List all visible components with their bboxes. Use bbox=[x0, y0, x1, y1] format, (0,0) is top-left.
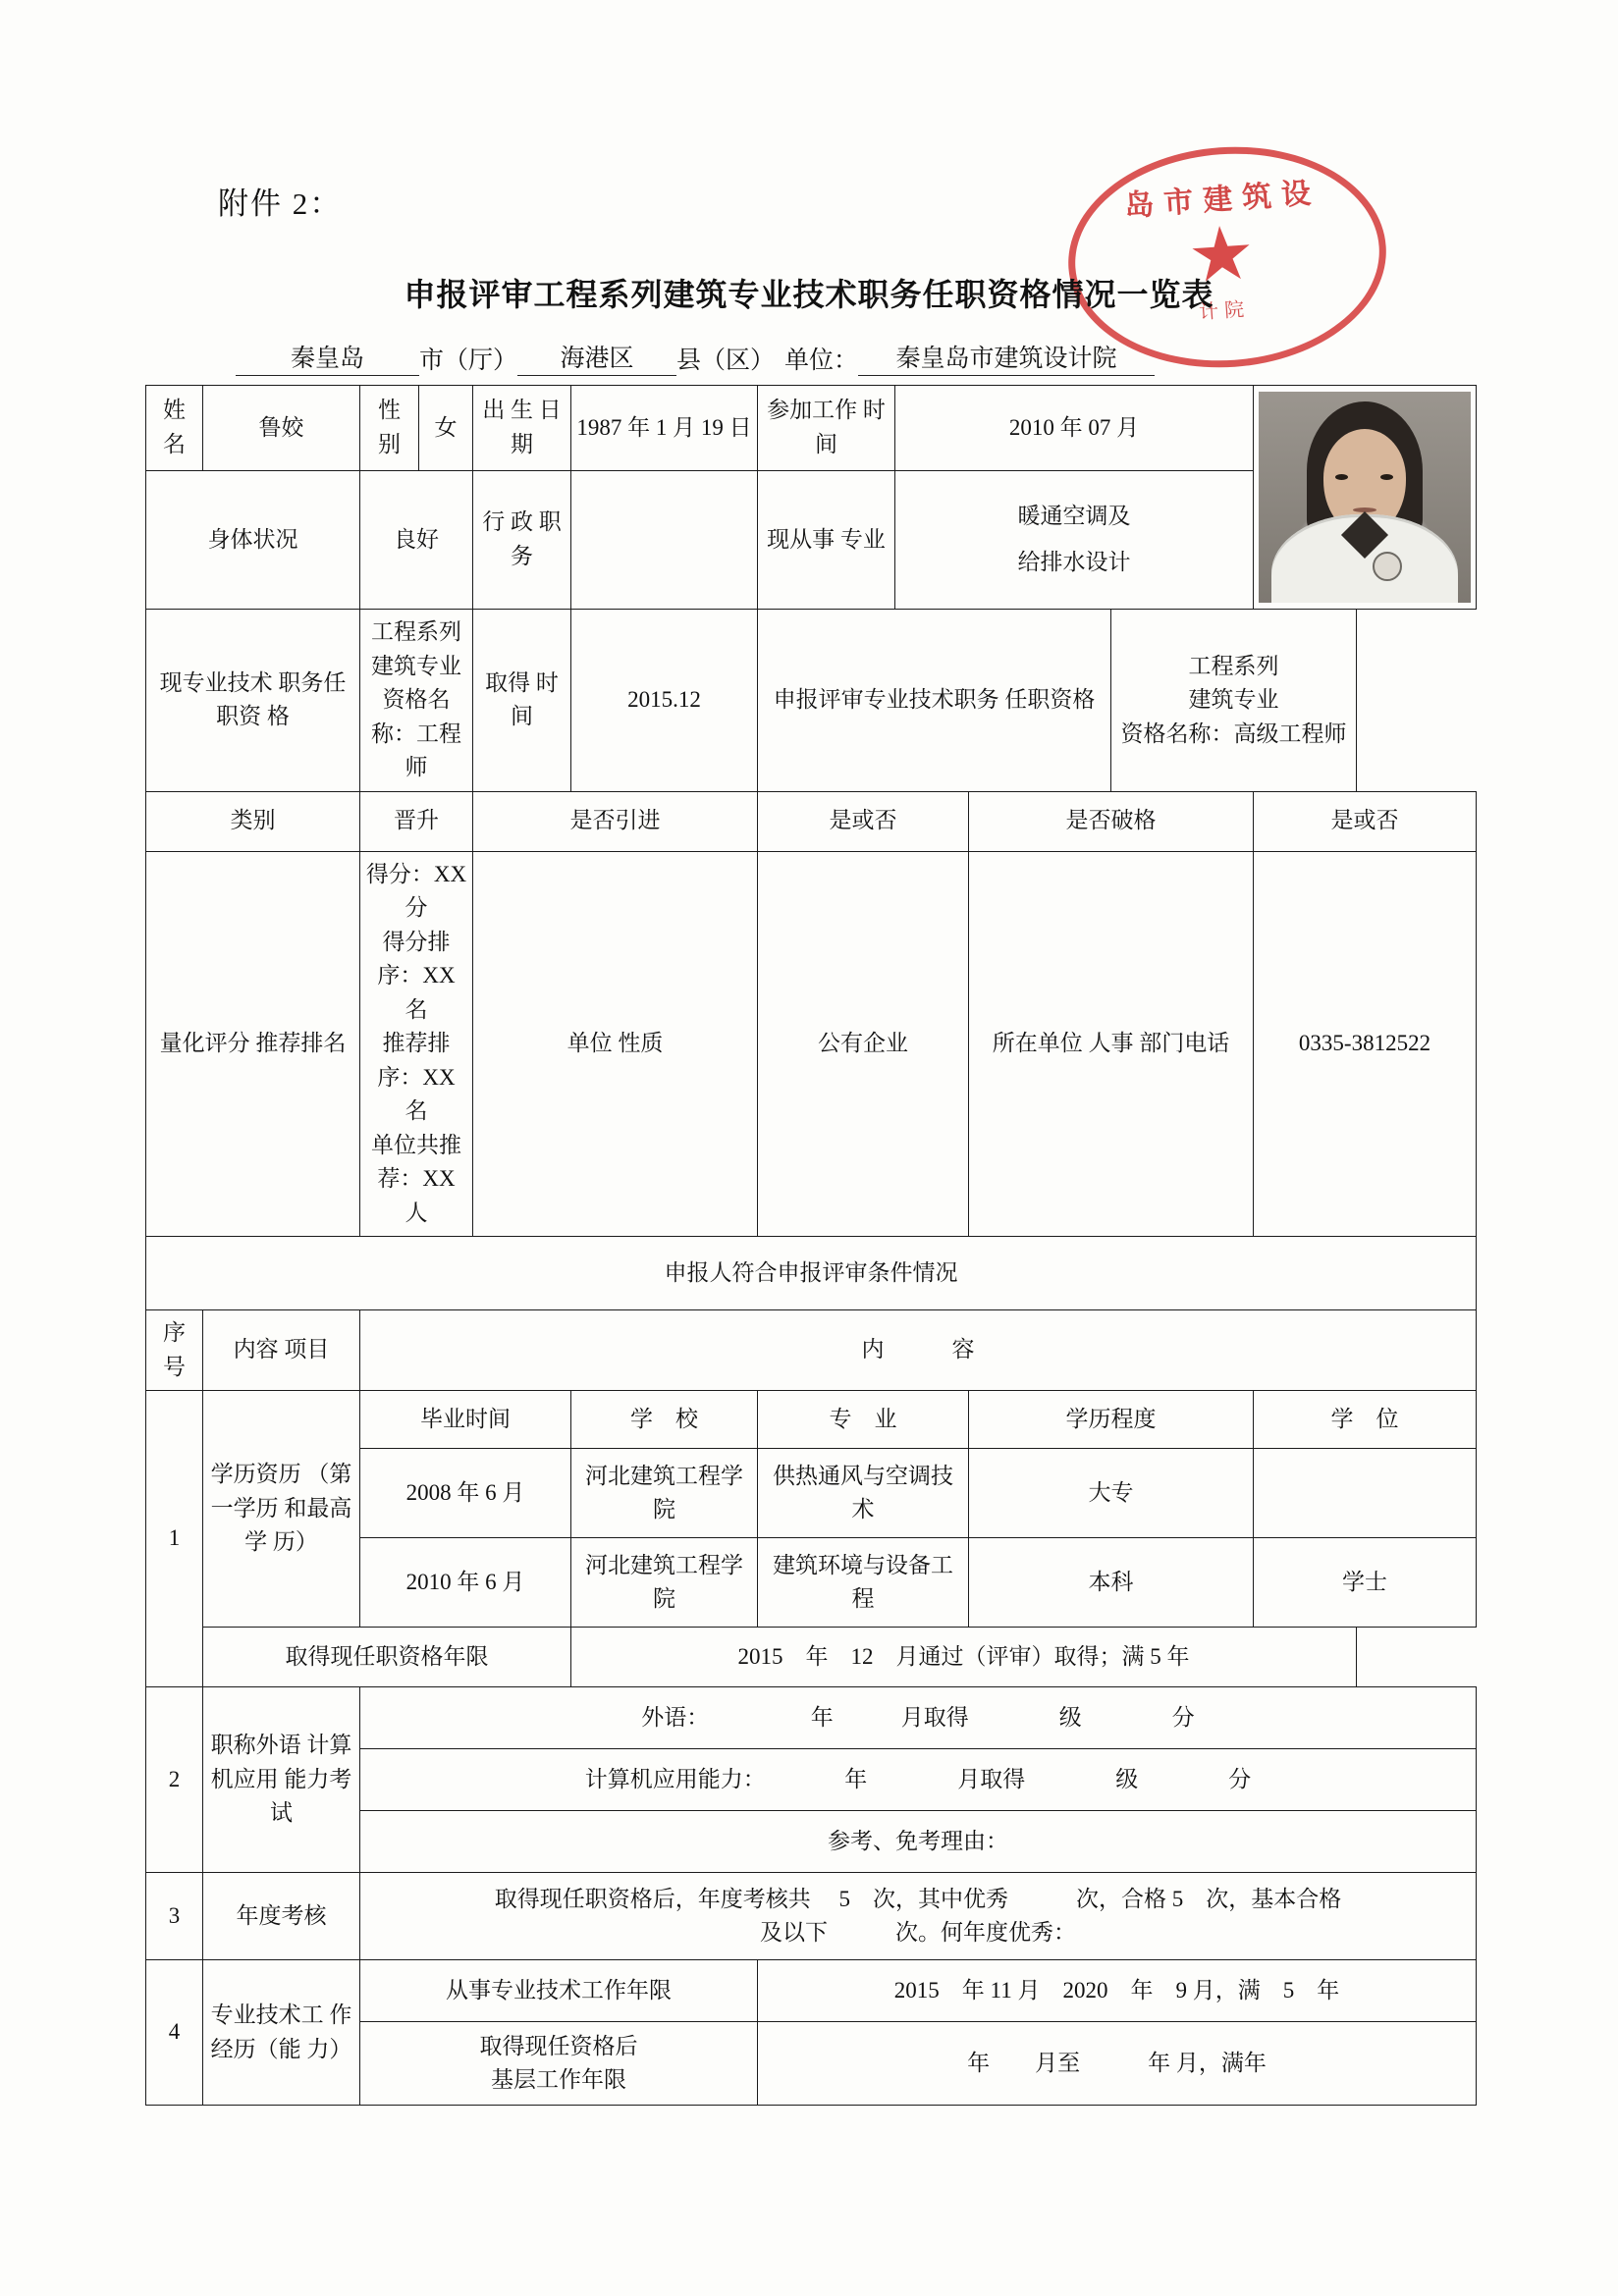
table-row bbox=[146, 851, 1477, 1237]
birth-value: 1987 年 1 月 19 日 bbox=[571, 386, 758, 471]
item3-line2: 及以下 次。何年度优秀： bbox=[760, 1920, 1076, 1945]
district-value: 海港区 bbox=[517, 339, 676, 376]
applicant-photo bbox=[1254, 386, 1477, 610]
unit-nature-value: 公有企业 bbox=[758, 851, 969, 1237]
apply-title-line2: 建筑专业 bbox=[1188, 687, 1279, 712]
item1-seq: 1 bbox=[146, 1391, 203, 1687]
introduced-value: 是或否 bbox=[758, 791, 969, 851]
apply-title-line1: 工程系列 bbox=[1188, 653, 1279, 678]
official-seal bbox=[1068, 147, 1382, 363]
item4-seq: 4 bbox=[146, 1960, 203, 2106]
item2-exempt-reason: 参考、免考理由： bbox=[360, 1811, 1477, 1873]
edu-row1-graduate-time: 2010 年 6 月 bbox=[360, 1538, 571, 1628]
city-suffix: 市（厅） bbox=[419, 347, 518, 374]
table-row bbox=[146, 1310, 1477, 1391]
col-header-content: 内 容 bbox=[360, 1310, 1477, 1391]
seal-bottom-text: 计院 bbox=[1198, 298, 1251, 324]
item2-label: 职称外语 计算机应用 能力考试 bbox=[203, 1687, 360, 1873]
table-row bbox=[146, 386, 1477, 471]
item2-seq: 2 bbox=[146, 1687, 203, 1873]
item4-row1-value: 2015 年 11 月 2020 年 9 月，满 5 年 bbox=[758, 1960, 1477, 2022]
unit-value: 秦皇岛市建筑设计院 bbox=[858, 339, 1155, 376]
edu-row1-degree-level: 本科 bbox=[969, 1538, 1254, 1628]
item4-row2-label-line1: 取得现任资格后 bbox=[479, 2033, 638, 2058]
exception-label: 是否破格 bbox=[969, 791, 1254, 851]
obtain-time-value: 2015.12 bbox=[571, 610, 758, 792]
table-row bbox=[146, 610, 1477, 792]
hr-phone-label: 所在单位 人事 部门电话 bbox=[969, 851, 1254, 1237]
score-line-3: 单位共推荐：XX 人 bbox=[371, 1132, 461, 1225]
work-start-label: 参加工作 时间 bbox=[758, 386, 895, 471]
admin-post-label: 行 政 职务 bbox=[473, 470, 571, 609]
col-header-item: 内容 项目 bbox=[203, 1310, 360, 1391]
item4-label: 专业技术工 作经历（能 力） bbox=[203, 1960, 360, 2106]
obtain-time-label: 取得 时间 bbox=[473, 610, 571, 792]
table-row bbox=[146, 791, 1477, 851]
edu-col-degree-level: 学历程度 bbox=[969, 1391, 1254, 1449]
table-row bbox=[146, 1391, 1477, 1449]
edu-row1-degree: 学士 bbox=[1254, 1538, 1477, 1628]
table-row bbox=[146, 1237, 1477, 1310]
item4-row2-label-line2: 基层工作年限 bbox=[491, 2067, 626, 2092]
category-value: 晋升 bbox=[360, 791, 473, 851]
edu-col-major: 专 业 bbox=[758, 1391, 969, 1449]
edu-row0-degree-level: 大专 bbox=[969, 1449, 1254, 1538]
current-title-value bbox=[360, 610, 473, 792]
apply-title-value bbox=[1111, 610, 1357, 792]
edu-col-school: 学 校 bbox=[571, 1391, 758, 1449]
col-header-seq: 序 号 bbox=[146, 1310, 203, 1391]
name-value: 鲁姣 bbox=[203, 386, 360, 471]
edu-row1-major: 建筑环境与设备工程 bbox=[758, 1538, 969, 1628]
current-major-label: 现从事 专业 bbox=[758, 470, 895, 609]
score-label: 量化评分 推荐排名 bbox=[146, 851, 360, 1237]
score-line-1: 得分排序：XX 名 bbox=[377, 929, 456, 1022]
qualification-table bbox=[145, 385, 1477, 2106]
item1-years-label: 取得现任职资格年限 bbox=[203, 1628, 571, 1687]
city-value: 秦皇岛 bbox=[236, 339, 419, 376]
item4-row2-value: 年 月至 年 月，满年 bbox=[758, 2022, 1477, 2106]
current-title-line1: 工程系列 bbox=[371, 619, 461, 644]
table-row bbox=[146, 1960, 1477, 2022]
apply-title-label: 申报评审专业技术职务 任职资格 bbox=[758, 610, 1111, 792]
item1-label: 学历资历 （第一学历 和最高学 历） bbox=[203, 1391, 360, 1628]
item3-seq: 3 bbox=[146, 1873, 203, 1960]
edu-row1-school: 河北建筑工程学院 bbox=[571, 1538, 758, 1628]
seal-star-icon: ★ bbox=[1185, 211, 1258, 299]
item2-foreign-language: 外语： 年 月取得 级 分 bbox=[360, 1687, 1477, 1749]
apply-title-line3: 资格名称：高级工程师 bbox=[1120, 721, 1347, 746]
edu-col-graduate-time: 毕业时间 bbox=[360, 1391, 571, 1449]
current-title-label: 现专业技术 职务任职资 格 bbox=[146, 610, 360, 792]
district-suffix: 县（区） bbox=[676, 347, 776, 374]
name-label: 姓 名 bbox=[146, 386, 203, 471]
current-title-line3: 资格名称：工程师 bbox=[371, 687, 461, 779]
item3-line1: 取得现任职资格后，年度考核共 5 次，其中优秀 次，合格 5 次，基本合格 bbox=[494, 1886, 1342, 1911]
introduced-label: 是否引进 bbox=[473, 791, 758, 851]
page-title: 申报评审工程系列建筑专业技术职务任职资格情况一览表 bbox=[404, 277, 1214, 312]
current-major-value bbox=[895, 470, 1254, 609]
edu-row0-graduate-time: 2008 年 6 月 bbox=[360, 1449, 571, 1538]
score-line-2: 推荐排序：XX 名 bbox=[377, 1031, 456, 1123]
current-major-line2: 给排水设计 bbox=[1017, 549, 1131, 574]
exception-value: 是或否 bbox=[1254, 791, 1477, 851]
item2-computer-ability: 计算机应用能力： 年 月取得 级 分 bbox=[360, 1749, 1477, 1811]
table-row bbox=[146, 1687, 1477, 1749]
score-line-0: 得分：XX 分 bbox=[365, 861, 467, 920]
unit-nature-label: 单位 性质 bbox=[473, 851, 758, 1237]
table-row bbox=[146, 1873, 1477, 1960]
item3-label: 年度考核 bbox=[203, 1873, 360, 1960]
item4-row1-label: 从事专业技术工作年限 bbox=[360, 1960, 758, 2022]
current-major-line1: 暖通空调及 bbox=[1017, 504, 1131, 529]
current-title-line2: 建筑专业 bbox=[371, 653, 461, 678]
unit-label: 单位： bbox=[784, 347, 859, 374]
edu-row0-school: 河北建筑工程学院 bbox=[571, 1449, 758, 1538]
table-row bbox=[146, 1628, 1477, 1687]
edu-col-degree: 学 位 bbox=[1254, 1391, 1477, 1449]
attachment-label: 附件 2： bbox=[218, 187, 343, 221]
edu-row0-degree bbox=[1254, 1449, 1477, 1538]
work-start-value: 2010 年 07 月 bbox=[895, 386, 1254, 471]
section-title: 申报人符合申报评审条件情况 bbox=[146, 1237, 1477, 1310]
item1-years-value: 2015 年 12 月通过（评审）取得；满 5 年 bbox=[571, 1628, 1357, 1687]
gender-label: 性 别 bbox=[360, 386, 419, 471]
category-label: 类别 bbox=[146, 791, 360, 851]
hr-phone-value: 0335-3812522 bbox=[1254, 851, 1477, 1237]
edu-row0-major: 供热通风与空调技术 bbox=[758, 1449, 969, 1538]
subtitle-row bbox=[236, 339, 1443, 376]
admin-post-value bbox=[571, 470, 758, 609]
birth-label: 出 生 日期 bbox=[473, 386, 571, 471]
score-values bbox=[360, 851, 473, 1237]
seal-top-text: 岛市建筑设 bbox=[1123, 177, 1322, 223]
item4-row2-label bbox=[360, 2022, 758, 2106]
gender-value: 女 bbox=[419, 386, 473, 471]
health-label: 身体状况 bbox=[146, 470, 360, 609]
item3-content bbox=[360, 1873, 1477, 1960]
health-value: 良好 bbox=[360, 470, 473, 609]
